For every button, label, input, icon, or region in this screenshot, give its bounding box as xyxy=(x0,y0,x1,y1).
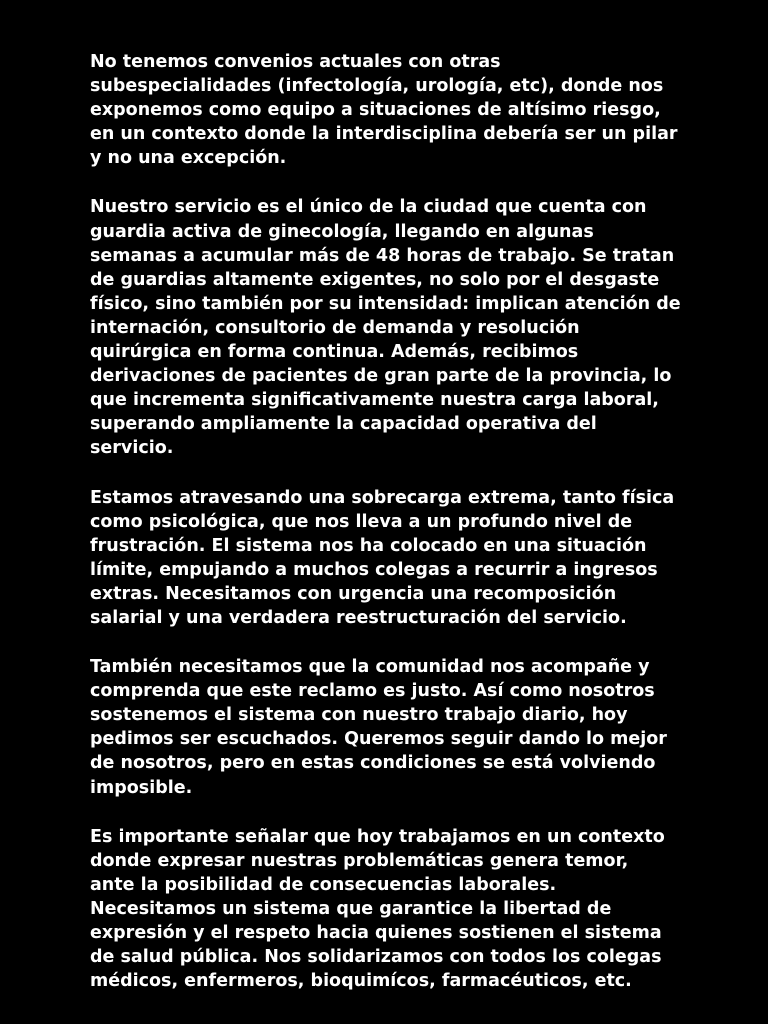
paragraph-convenios: No tenemos convenios actuales con otras subespecialidades (infectología, urología, etc), donde nos exponemos como equipo a situaciones de altísimo riesgo, en un contexto donde la interdisciplina debería ser un pilar y no una excepción. xyxy=(90,52,678,169)
paragraph-guardia-activa: Nuestro servicio es el único de la ciudad que cuenta con guardia activa de ginecología, llegando en algunas semanas a acumular más de 48 horas de trabajo. Se tratan de guardias altamente exigentes, no solo por el desgaste físico, sino también por su intensidad: implican atención de internación, consultorio de demanda y resolución quirúrgica en forma continua. Además, recibimos derivaciones de pacientes de gran parte de la provincia, lo que incrementa significativamente nuestra carga laboral, superando ampliamente la capacidad operativa del servicio. xyxy=(90,197,681,459)
paragraph-sobrecarga: Estamos atravesando una sobrecarga extrema, tanto física como psicológica, que nos lleva a un profundo nivel de frustración. El sistema nos ha colocado en una situación límite, empujando a muchos colegas a recurrir a ingresos extras. Necesitamos con urgencia una recomposición salarial y una verdadera reestructuración del servicio. xyxy=(90,487,675,628)
paragraph-comunidad: También necesitamos que la comunidad nos acompañe y comprenda que este reclamo es justo. Así como nosotros sostenemos el sistema con nuestro trabajo diario, hoy pedimos ser escuchados. Queremos seguir dando lo mejor de nosotros, pero en estas condiciones se está volviendo imposible. xyxy=(90,657,667,798)
paragraph-libertad-expresion: Es importante señalar que hoy trabajamos en un contexto donde expresar nuestras problemáticas genera temor, ante la posibilidad de consecuencias laborales. Necesitamos un sistema que garantice la libertad de expresión y el respeto hacia quienes sostienen el sistema de salud pública. Nos solidarizamos con todos los colegas médicos, enfermeros, bioquimícos, farmacéuticos, etc. xyxy=(90,826,665,992)
document-body xyxy=(90,50,690,993)
